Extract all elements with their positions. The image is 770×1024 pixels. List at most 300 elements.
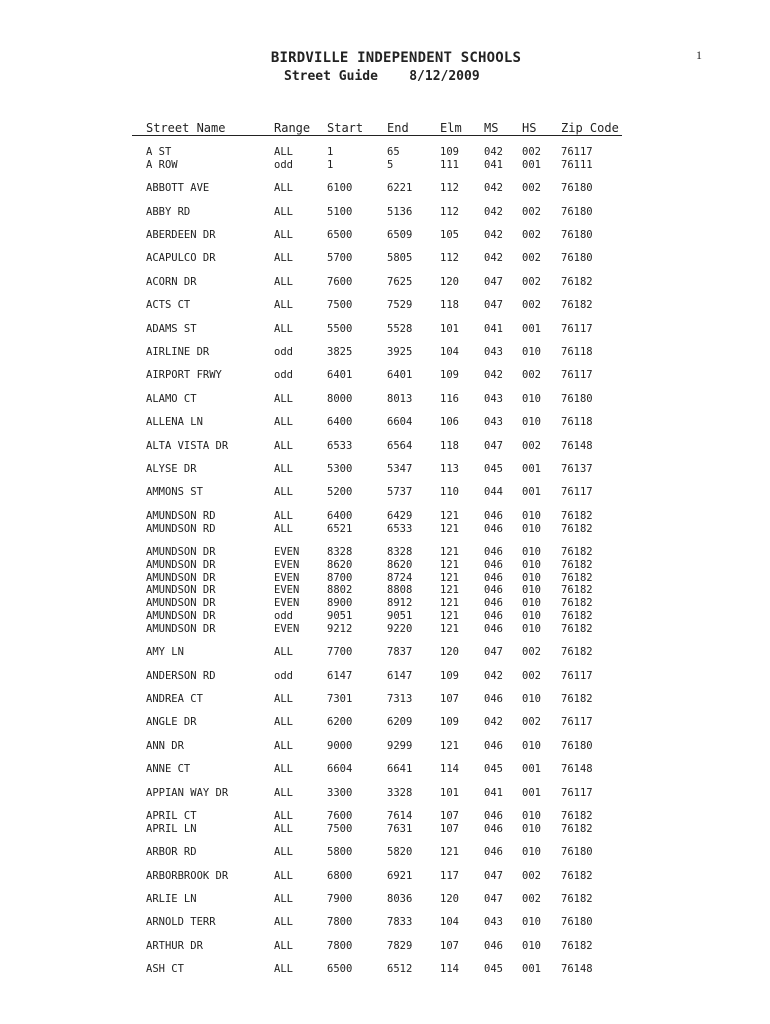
document-title: BIRDVILLE INDEPENDENT SCHOOLS	[270, 50, 522, 66]
cell-end: 5	[387, 158, 394, 171]
table-row	[0, 584, 770, 596]
cell-zip-code: 76117	[561, 146, 593, 158]
cell-zip-code: 76117	[561, 369, 593, 382]
table-row	[0, 252, 770, 264]
cell-hs: 010	[522, 939, 541, 952]
table-row	[0, 893, 770, 905]
cell-range: ALL	[274, 416, 293, 429]
cell-hs: 010	[522, 571, 541, 584]
cell-hs: 010	[522, 584, 541, 597]
table-row	[0, 846, 770, 858]
cell-ms: 042	[484, 146, 503, 158]
table-row	[0, 559, 770, 571]
cell-start: 7301	[327, 693, 353, 705]
cell-elm: 111	[440, 158, 459, 171]
cell-zip-code: 76182	[561, 584, 593, 597]
cell-end: 6564	[387, 439, 413, 452]
cell-zip-code: 76180	[561, 916, 593, 929]
cell-zip-code: 76182	[561, 622, 593, 635]
cell-ms: 043	[484, 916, 503, 929]
table-row	[0, 369, 770, 381]
cell-start: 1	[327, 158, 334, 171]
cell-end: 5347	[387, 463, 413, 475]
cell-end: 8328	[387, 546, 413, 558]
cell-elm: 101	[440, 786, 459, 799]
cell-elm: 121	[440, 584, 459, 597]
cell-elm: 121	[440, 622, 459, 635]
cell-ms: 042	[484, 369, 503, 382]
cell-street-name: ANDERSON RD	[146, 669, 216, 682]
cell-start: 9000	[327, 739, 353, 752]
cell-hs: 002	[522, 893, 541, 905]
cell-elm: 121	[440, 846, 459, 859]
table-row	[0, 572, 770, 584]
cell-ms: 046	[484, 509, 503, 522]
cell-range: ALL	[274, 205, 293, 218]
cell-hs: 002	[522, 146, 541, 158]
cell-end: 3925	[387, 346, 413, 358]
cell-ms: 047	[484, 299, 503, 312]
cell-elm: 121	[440, 558, 459, 571]
cell-elm: 114	[440, 963, 459, 976]
cell-start: 6147	[327, 669, 353, 682]
cell-zip-code: 76148	[561, 763, 593, 776]
cell-start: 6500	[327, 229, 353, 241]
cell-zip-code: 76182	[561, 571, 593, 584]
cell-range: ALL	[274, 522, 293, 535]
page-number: 1	[696, 48, 702, 62]
cell-hs: 010	[522, 810, 541, 822]
cell-start: 7700	[327, 646, 353, 659]
cell-zip-code: 76180	[561, 739, 593, 752]
table-row	[0, 546, 770, 558]
cell-hs: 001	[522, 322, 541, 335]
cell-street-name: ANGLE DR	[146, 716, 197, 729]
cell-zip-code: 76118	[561, 416, 593, 429]
cell-range: ALL	[274, 439, 293, 452]
cell-range: ALL	[274, 252, 293, 265]
cell-start: 6800	[327, 869, 353, 882]
table-row	[0, 276, 770, 288]
cell-street-name: ARBOR RD	[146, 846, 197, 859]
cell-range: ALL	[274, 693, 293, 705]
cell-street-name: ALAMO CT	[146, 392, 197, 405]
cell-start: 9051	[327, 610, 353, 622]
cell-elm: 121	[440, 509, 459, 522]
cell-ms: 046	[484, 597, 503, 610]
cell-start: 5800	[327, 846, 353, 859]
cell-zip-code: 76182	[561, 610, 593, 622]
cell-street-name: ARBORBROOK DR	[146, 869, 229, 882]
cell-street-name: ANDREA CT	[146, 693, 203, 705]
cell-street-name: ALLENA LN	[146, 416, 203, 429]
cell-elm: 120	[440, 275, 459, 288]
table-row	[0, 763, 770, 775]
cell-ms: 041	[484, 322, 503, 335]
cell-zip-code: 76180	[561, 392, 593, 405]
cell-hs: 010	[522, 610, 541, 622]
cell-ms: 045	[484, 963, 503, 976]
table-row	[0, 323, 770, 335]
cell-start: 6200	[327, 716, 353, 729]
cell-hs: 010	[522, 558, 541, 571]
cell-start: 7600	[327, 275, 353, 288]
cell-range: EVEN	[274, 558, 300, 571]
cell-range: ALL	[274, 810, 293, 822]
table-row	[0, 623, 770, 635]
cell-street-name: AMUNDSON RD	[146, 509, 216, 522]
column-header-start: Start	[327, 121, 364, 135]
cell-range: ALL	[274, 939, 293, 952]
cell-end: 3328	[387, 786, 413, 799]
cell-street-name: AMY LN	[146, 646, 184, 659]
cell-end: 6641	[387, 763, 413, 776]
cell-start: 6604	[327, 763, 353, 776]
cell-hs: 010	[522, 597, 541, 610]
cell-start: 7900	[327, 893, 353, 905]
cell-street-name: ANN DR	[146, 739, 184, 752]
cell-ms: 042	[484, 669, 503, 682]
cell-end: 5805	[387, 252, 413, 265]
cell-hs: 002	[522, 205, 541, 218]
cell-ms: 044	[484, 486, 503, 499]
cell-hs: 010	[522, 846, 541, 859]
cell-hs: 001	[522, 763, 541, 776]
cell-hs: 010	[522, 822, 541, 835]
cell-hs: 010	[522, 622, 541, 635]
cell-street-name: AMUNDSON DR	[146, 546, 216, 558]
cell-elm: 109	[440, 369, 459, 382]
cell-start: 5100	[327, 205, 353, 218]
column-header-zip-code: Zip Code	[561, 121, 619, 135]
table-row	[0, 940, 770, 952]
table-row	[0, 206, 770, 218]
cell-hs: 001	[522, 963, 541, 976]
cell-elm: 107	[440, 810, 459, 822]
cell-range: ALL	[274, 916, 293, 929]
cell-range: ALL	[274, 963, 293, 976]
cell-end: 7625	[387, 275, 413, 288]
table-row	[0, 787, 770, 799]
cell-elm: 109	[440, 146, 459, 158]
cell-zip-code: 76182	[561, 869, 593, 882]
cell-hs: 002	[522, 439, 541, 452]
cell-range: ALL	[274, 229, 293, 241]
cell-range: ALL	[274, 509, 293, 522]
cell-street-name: ACTS CT	[146, 299, 191, 312]
cell-range: ALL	[274, 716, 293, 729]
cell-range: odd	[274, 158, 293, 171]
cell-street-name: ABBOTT AVE	[146, 182, 210, 195]
cell-elm: 104	[440, 916, 459, 929]
cell-street-name: ADAMS ST	[146, 322, 197, 335]
cell-zip-code: 76182	[561, 509, 593, 522]
cell-range: ALL	[274, 182, 293, 195]
cell-zip-code: 76182	[561, 822, 593, 835]
cell-start: 5700	[327, 252, 353, 265]
cell-elm: 121	[440, 597, 459, 610]
cell-elm: 109	[440, 716, 459, 729]
cell-elm: 118	[440, 299, 459, 312]
cell-start: 8802	[327, 584, 353, 597]
cell-ms: 046	[484, 558, 503, 571]
cell-start: 6401	[327, 369, 353, 382]
cell-zip-code: 76182	[561, 939, 593, 952]
cell-ms: 042	[484, 205, 503, 218]
cell-hs: 002	[522, 369, 541, 382]
cell-end: 8724	[387, 571, 413, 584]
cell-end: 7614	[387, 810, 413, 822]
cell-ms: 046	[484, 739, 503, 752]
table-row	[0, 523, 770, 535]
table-row	[0, 963, 770, 975]
cell-end: 5528	[387, 322, 413, 335]
cell-ms: 047	[484, 869, 503, 882]
cell-ms: 041	[484, 786, 503, 799]
cell-street-name: ARNOLD TERR	[146, 916, 216, 929]
cell-zip-code: 76182	[561, 597, 593, 610]
table-row	[0, 916, 770, 928]
cell-elm: 107	[440, 822, 459, 835]
cell-street-name: ACAPULCO DR	[146, 252, 216, 265]
column-header-end: End	[387, 121, 409, 135]
cell-hs: 001	[522, 786, 541, 799]
cell-start: 1	[327, 146, 334, 158]
cell-range: EVEN	[274, 546, 300, 558]
cell-start: 6521	[327, 522, 353, 535]
cell-start: 5200	[327, 486, 353, 499]
table-row	[0, 610, 770, 622]
table-row	[0, 693, 770, 705]
cell-zip-code: 76182	[561, 893, 593, 905]
cell-ms: 041	[484, 158, 503, 171]
cell-street-name: AIRLINE DR	[146, 346, 210, 358]
cell-elm: 116	[440, 392, 459, 405]
cell-zip-code: 76117	[561, 669, 593, 682]
cell-street-name: ABBY RD	[146, 205, 191, 218]
cell-zip-code: 76148	[561, 963, 593, 976]
cell-elm: 107	[440, 939, 459, 952]
cell-hs: 010	[522, 392, 541, 405]
cell-start: 8900	[327, 597, 353, 610]
cell-end: 6921	[387, 869, 413, 882]
table-row	[0, 146, 770, 158]
table-row	[0, 416, 770, 428]
cell-range: ALL	[274, 322, 293, 335]
cell-hs: 001	[522, 486, 541, 499]
cell-zip-code: 76117	[561, 322, 593, 335]
cell-start: 6400	[327, 509, 353, 522]
cell-street-name: APPIAN WAY DR	[146, 786, 229, 799]
cell-end: 7313	[387, 693, 413, 705]
cell-start: 8620	[327, 558, 353, 571]
column-header-range: Range	[274, 121, 311, 135]
cell-elm: 101	[440, 322, 459, 335]
cell-hs: 001	[522, 463, 541, 475]
cell-ms: 046	[484, 622, 503, 635]
table-row	[0, 870, 770, 882]
cell-ms: 046	[484, 810, 503, 822]
cell-start: 5300	[327, 463, 353, 475]
cell-zip-code: 76182	[561, 299, 593, 312]
cell-start: 7800	[327, 916, 353, 929]
cell-hs: 002	[522, 869, 541, 882]
cell-start: 8328	[327, 546, 353, 558]
cell-hs: 010	[522, 739, 541, 752]
cell-zip-code: 76182	[561, 546, 593, 558]
cell-street-name: ARLIE LN	[146, 893, 197, 905]
cell-start: 7500	[327, 299, 353, 312]
cell-range: odd	[274, 346, 293, 358]
cell-ms: 045	[484, 763, 503, 776]
cell-elm: 118	[440, 439, 459, 452]
cell-street-name: ACORN DR	[146, 275, 197, 288]
cell-hs: 002	[522, 252, 541, 265]
cell-zip-code: 76137	[561, 463, 593, 475]
table-row	[0, 670, 770, 682]
cell-end: 5820	[387, 846, 413, 859]
cell-street-name: ANNE CT	[146, 763, 191, 776]
cell-range: ALL	[274, 763, 293, 776]
cell-ms: 046	[484, 571, 503, 584]
cell-end: 9220	[387, 622, 413, 635]
cell-street-name: AMMONS ST	[146, 486, 203, 499]
cell-range: ALL	[274, 846, 293, 859]
cell-range: ALL	[274, 646, 293, 659]
cell-zip-code: 76182	[561, 558, 593, 571]
cell-range: ALL	[274, 893, 293, 905]
cell-street-name: APRIL CT	[146, 810, 197, 822]
table-row	[0, 823, 770, 835]
cell-hs: 002	[522, 182, 541, 195]
column-header-elm: Elm	[440, 121, 462, 135]
cell-street-name: ALYSE DR	[146, 463, 197, 475]
table-row	[0, 299, 770, 311]
cell-zip-code: 76111	[561, 158, 593, 171]
table-row	[0, 182, 770, 194]
table-row	[0, 440, 770, 452]
cell-end: 65	[387, 146, 400, 158]
cell-elm: 104	[440, 346, 459, 358]
cell-range: odd	[274, 369, 293, 382]
cell-street-name: ARTHUR DR	[146, 939, 203, 952]
cell-elm: 106	[440, 416, 459, 429]
table-row	[0, 716, 770, 728]
cell-street-name: AIRPORT FRWY	[146, 369, 222, 382]
table-row	[0, 597, 770, 609]
table-row	[0, 346, 770, 358]
cell-range: ALL	[274, 463, 293, 475]
cell-ms: 047	[484, 893, 503, 905]
cell-end: 9051	[387, 610, 413, 622]
cell-end: 5136	[387, 205, 413, 218]
cell-zip-code: 76182	[561, 646, 593, 659]
table-row	[0, 159, 770, 171]
cell-ms: 046	[484, 522, 503, 535]
cell-end: 6429	[387, 509, 413, 522]
cell-ms: 046	[484, 584, 503, 597]
table-row	[0, 810, 770, 822]
cell-end: 6221	[387, 182, 413, 195]
table-row	[0, 463, 770, 475]
cell-elm: 112	[440, 252, 459, 265]
cell-street-name: AMUNDSON DR	[146, 558, 216, 571]
cell-hs: 010	[522, 693, 541, 705]
cell-range: odd	[274, 610, 293, 622]
column-header-ms: MS	[484, 121, 499, 135]
cell-street-name: AMUNDSON DR	[146, 622, 216, 635]
cell-zip-code: 76180	[561, 205, 593, 218]
cell-street-name: APRIL LN	[146, 822, 197, 835]
cell-hs: 002	[522, 229, 541, 241]
cell-street-name: AMUNDSON DR	[146, 571, 216, 584]
cell-elm: 114	[440, 763, 459, 776]
cell-zip-code: 76182	[561, 693, 593, 705]
cell-end: 8912	[387, 597, 413, 610]
cell-hs: 010	[522, 346, 541, 358]
cell-elm: 110	[440, 486, 459, 499]
cell-end: 8036	[387, 893, 413, 905]
cell-end: 8620	[387, 558, 413, 571]
table-row	[0, 740, 770, 752]
cell-ms: 046	[484, 546, 503, 558]
cell-zip-code: 76180	[561, 182, 593, 195]
cell-end: 6533	[387, 522, 413, 535]
cell-zip-code: 76180	[561, 252, 593, 265]
cell-range: odd	[274, 669, 293, 682]
cell-hs: 002	[522, 669, 541, 682]
cell-zip-code: 76117	[561, 486, 593, 499]
cell-zip-code: 76148	[561, 439, 593, 452]
cell-elm: 120	[440, 646, 459, 659]
cell-ms: 042	[484, 716, 503, 729]
cell-hs: 002	[522, 646, 541, 659]
cell-zip-code: 76180	[561, 846, 593, 859]
cell-hs: 002	[522, 716, 541, 729]
cell-elm: 121	[440, 739, 459, 752]
cell-start: 3825	[327, 346, 353, 358]
cell-range: EVEN	[274, 622, 300, 635]
cell-elm: 105	[440, 229, 459, 241]
cell-street-name: A ST	[146, 146, 172, 158]
cell-end: 7529	[387, 299, 413, 312]
cell-range: ALL	[274, 486, 293, 499]
cell-end: 6147	[387, 669, 413, 682]
cell-end: 8013	[387, 392, 413, 405]
cell-start: 6100	[327, 182, 353, 195]
cell-ms: 046	[484, 846, 503, 859]
cell-elm: 117	[440, 869, 459, 882]
table-row	[0, 229, 770, 241]
cell-end: 6401	[387, 369, 413, 382]
cell-street-name: AMUNDSON DR	[146, 584, 216, 597]
cell-elm: 121	[440, 546, 459, 558]
cell-start: 5500	[327, 322, 353, 335]
table-row	[0, 646, 770, 658]
cell-end: 6509	[387, 229, 413, 241]
cell-ms: 046	[484, 610, 503, 622]
cell-end: 6604	[387, 416, 413, 429]
cell-hs: 001	[522, 158, 541, 171]
cell-end: 6209	[387, 716, 413, 729]
cell-start: 6533	[327, 439, 353, 452]
cell-end: 7631	[387, 822, 413, 835]
column-header-hs: HS	[522, 121, 537, 135]
cell-street-name: ABERDEEN DR	[146, 229, 216, 241]
cell-range: EVEN	[274, 571, 300, 584]
cell-end: 9299	[387, 739, 413, 752]
cell-start: 7600	[327, 810, 353, 822]
